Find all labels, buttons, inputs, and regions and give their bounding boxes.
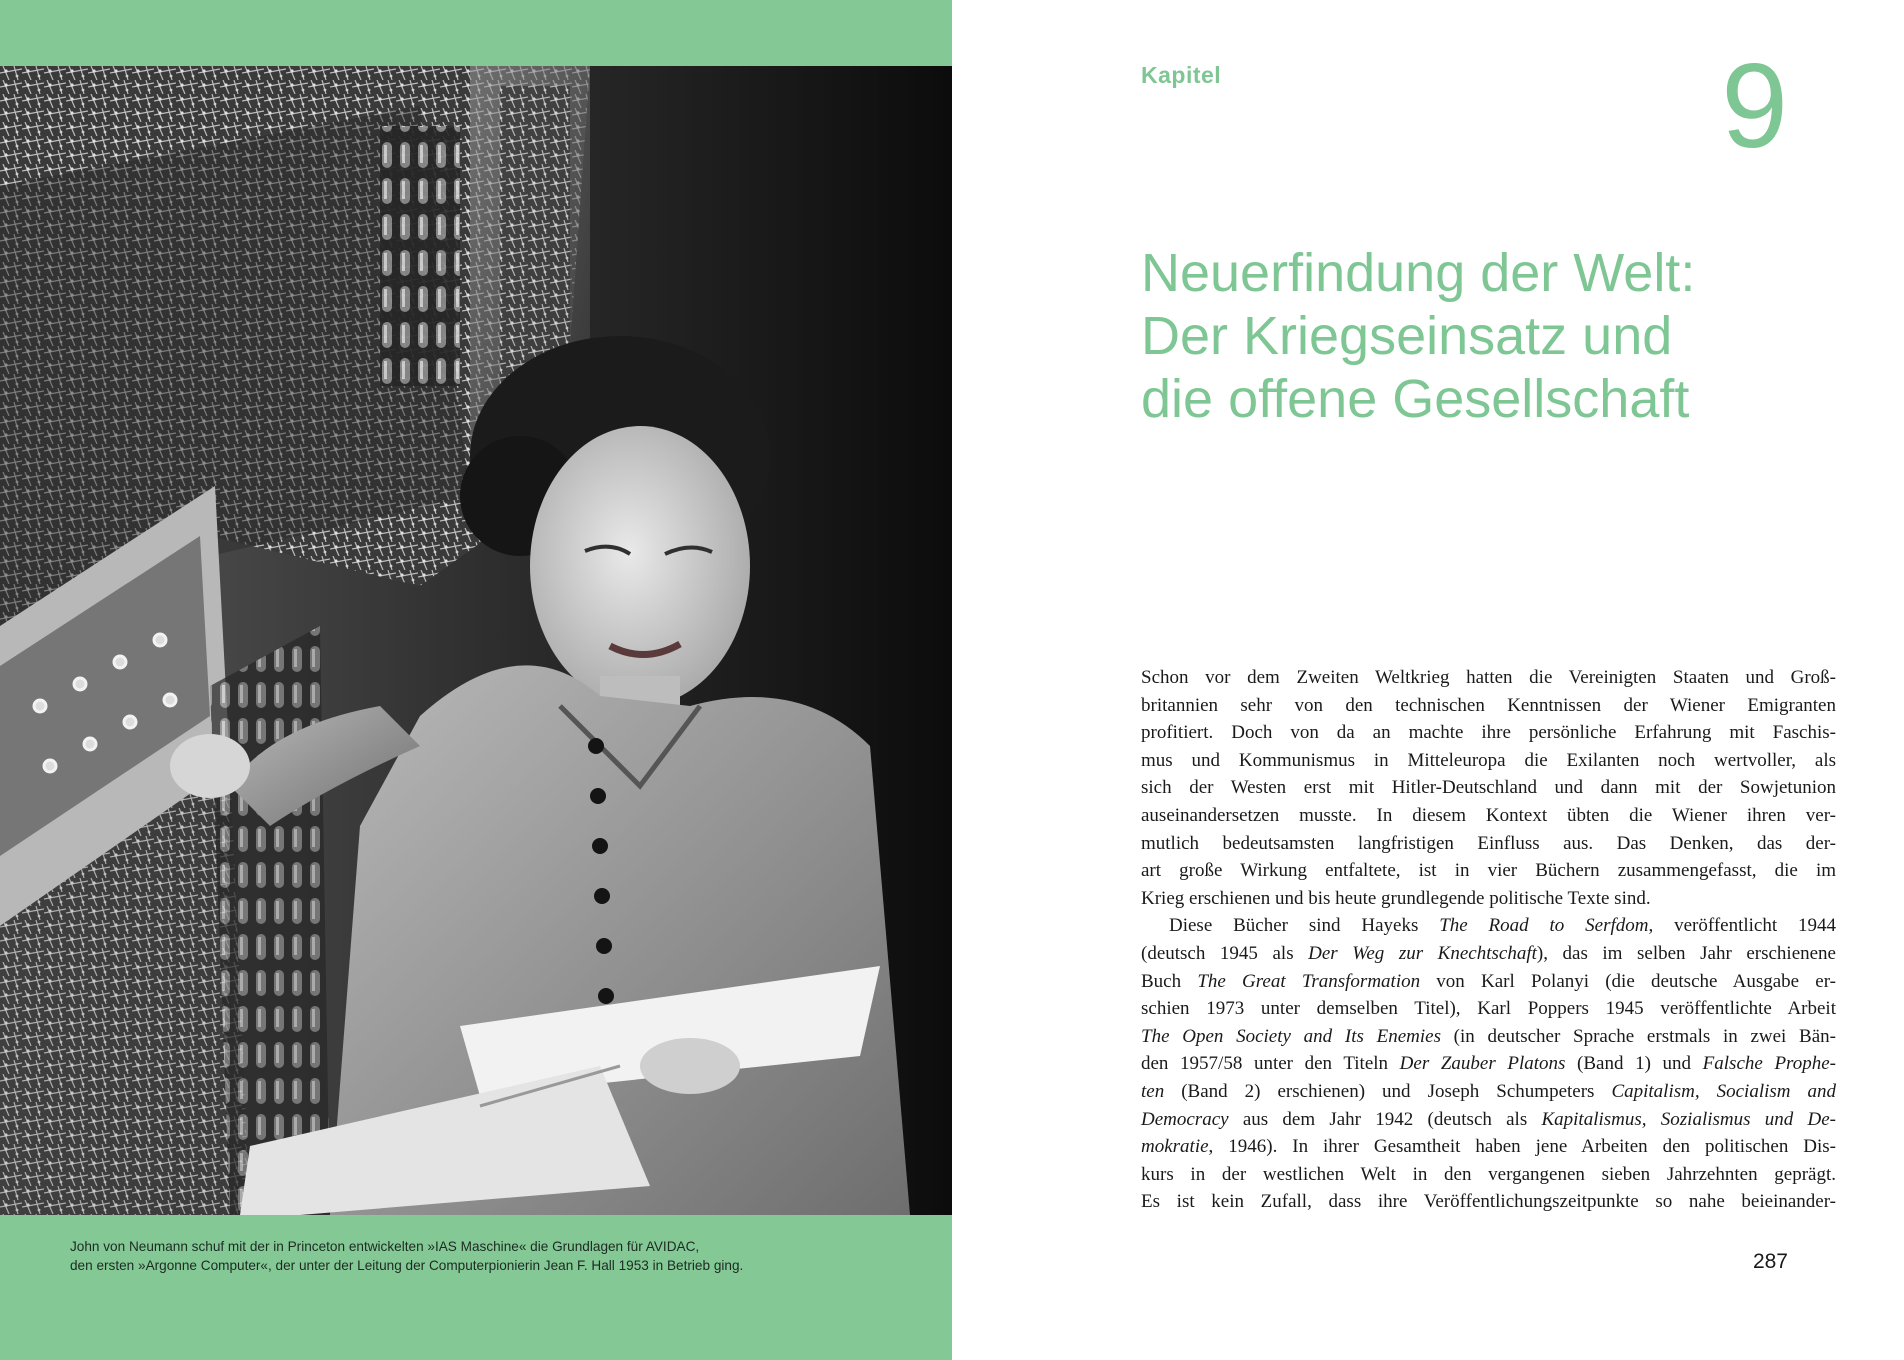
body-text-segment: Krieg erschienen und bis heute grundlegende politische Texte sind. xyxy=(1141,887,1651,909)
body-text-segment: Es ist kein Zufall, dass ihre Veröffentlichungszeitpunkte so nahe beieinander- xyxy=(1141,1191,1836,1213)
right-page xyxy=(952,0,1904,1360)
body-line xyxy=(1141,1078,1836,1106)
body-text-segment: mus und Kommunismus in Mitteleuropa die Exilanten noch wertvoller, als xyxy=(1141,749,1836,771)
body-text xyxy=(1141,664,1836,1216)
body-text-segment: Buch xyxy=(1141,970,1198,992)
body-text-segment: kurs in der westlichen Welt in den vergangenen sieben Jahrzehnten geprägt. xyxy=(1141,1163,1836,1185)
body-text-segment: Democracy xyxy=(1141,1108,1229,1130)
body-text-segment: Schon vor dem Zweiten Weltkrieg hatten die Vereinigten Staaten und Groß- xyxy=(1141,667,1836,688)
body-line xyxy=(1141,857,1836,885)
body-text-segment: The Road to Serfdom xyxy=(1439,915,1649,937)
body-line xyxy=(1141,885,1836,913)
caption-line: John von Neumann schuf mit der in Princeton entwickelten »IAS Maschine« die Grundlagen für AVIDAC, xyxy=(70,1239,700,1254)
chapter-number: 9 xyxy=(1721,39,1788,173)
body-text-segment: von Karl Polanyi (die deutsche Ausgabe er- xyxy=(1420,970,1836,992)
body-line xyxy=(1141,1023,1836,1051)
photo-caption xyxy=(70,1238,910,1275)
caption-line: den ersten »Argonne Computer«, der unter der Leitung der Computerpionierin Jean F. Hall 1953 in Betrieb ging. xyxy=(70,1257,744,1273)
chapter-label: Kapitel xyxy=(1141,62,1222,88)
body-line xyxy=(1141,1161,1836,1189)
body-text-segment: Falsche Prophe- xyxy=(1702,1053,1836,1075)
body-text-segment: Diese Bücher sind Hayeks xyxy=(1169,915,1440,937)
body-text-segment: Der Zauber Platons xyxy=(1399,1053,1566,1075)
body-line xyxy=(1141,940,1836,968)
page-number: 287 xyxy=(1752,1250,1788,1273)
body-line xyxy=(1141,830,1836,858)
body-line xyxy=(1141,664,1836,692)
photo-illustration xyxy=(0,66,952,1215)
body-line xyxy=(1141,747,1836,775)
archival-photo xyxy=(0,66,952,1215)
body-text-segment: art große Wirkung entfaltete, ist in vier Büchern zusammengefasst, die im xyxy=(1141,860,1836,882)
body-text-segment: (Band 1) und xyxy=(1565,1053,1703,1075)
body-text-segment: Kapitalismus, Sozialismus und De- xyxy=(1541,1108,1836,1130)
body-line xyxy=(1141,802,1836,830)
body-text-segment: sich der Westen erst mit Hitler-Deutschland und dann mit der Sowjetunion xyxy=(1141,777,1836,799)
body-line xyxy=(1141,1106,1836,1134)
body-line xyxy=(1141,995,1836,1023)
body-line xyxy=(1141,1050,1836,1078)
body-line xyxy=(1141,1188,1836,1216)
body-text-segment: , 1946). In ihrer Gesamtheit haben jene Arbeiten den politischen Dis- xyxy=(1208,1136,1836,1158)
body-text-segment: den 1957/58 unter den Titeln xyxy=(1141,1053,1400,1075)
body-line xyxy=(1141,1133,1836,1161)
body-line xyxy=(1141,692,1836,720)
body-text-segment: Capitalism, Socialism and xyxy=(1611,1080,1837,1102)
body-text-segment: ten xyxy=(1141,1080,1165,1102)
body-text-segment: The Open Society and Its Enemies xyxy=(1141,1025,1441,1047)
body-line xyxy=(1141,912,1836,940)
body-text-segment: (deutsch 1945 als xyxy=(1141,942,1309,964)
chapter-title xyxy=(1141,242,1841,431)
body-text-segment: ), das im selben Jahr erschienene xyxy=(1536,942,1836,964)
body-text-segment: (Band 2) erschienen) und Joseph Schumpeters xyxy=(1164,1080,1612,1102)
body-line xyxy=(1141,719,1836,747)
body-line xyxy=(1141,968,1836,996)
chapter-title-line: Der Kriegseinsatz und xyxy=(1141,306,1673,366)
body-text-segment: britannien sehr von den technischen Kenntnissen der Wiener Emigranten xyxy=(1141,694,1836,716)
body-text-segment: profitiert. Doch von da an machte ihre persönliche Erfahrung mit Faschis- xyxy=(1141,722,1836,744)
body-text-segment: auseinandersetzen musste. In diesem Kontext übten die Wiener ihren ver- xyxy=(1141,804,1836,826)
body-text-segment: , veröffentlicht 1944 xyxy=(1648,915,1836,937)
chapter-title-line: die offene Gesellschaft xyxy=(1141,369,1690,429)
body-text-segment: The Great Transformation xyxy=(1197,970,1421,992)
body-line xyxy=(1141,774,1836,802)
body-text-segment: mokratie xyxy=(1141,1136,1209,1158)
body-text-segment: Der Weg zur Knechtschaft xyxy=(1308,942,1537,964)
body-text-segment: schien 1973 unter demselben Titel), Karl Poppers 1945 veröffentlichte Arbeit xyxy=(1141,998,1836,1020)
chapter-title-line: Neuerfindung der Welt: xyxy=(1141,243,1696,303)
body-text-segment: mutlich bedeutsamsten langfristigen Einfluss aus. Das Denken, das der- xyxy=(1141,832,1836,854)
body-text-segment: aus dem Jahr 1942 (deutsch als xyxy=(1228,1108,1542,1130)
body-text-segment: (in deutscher Sprache erstmals in zwei Bän- xyxy=(1440,1025,1836,1047)
